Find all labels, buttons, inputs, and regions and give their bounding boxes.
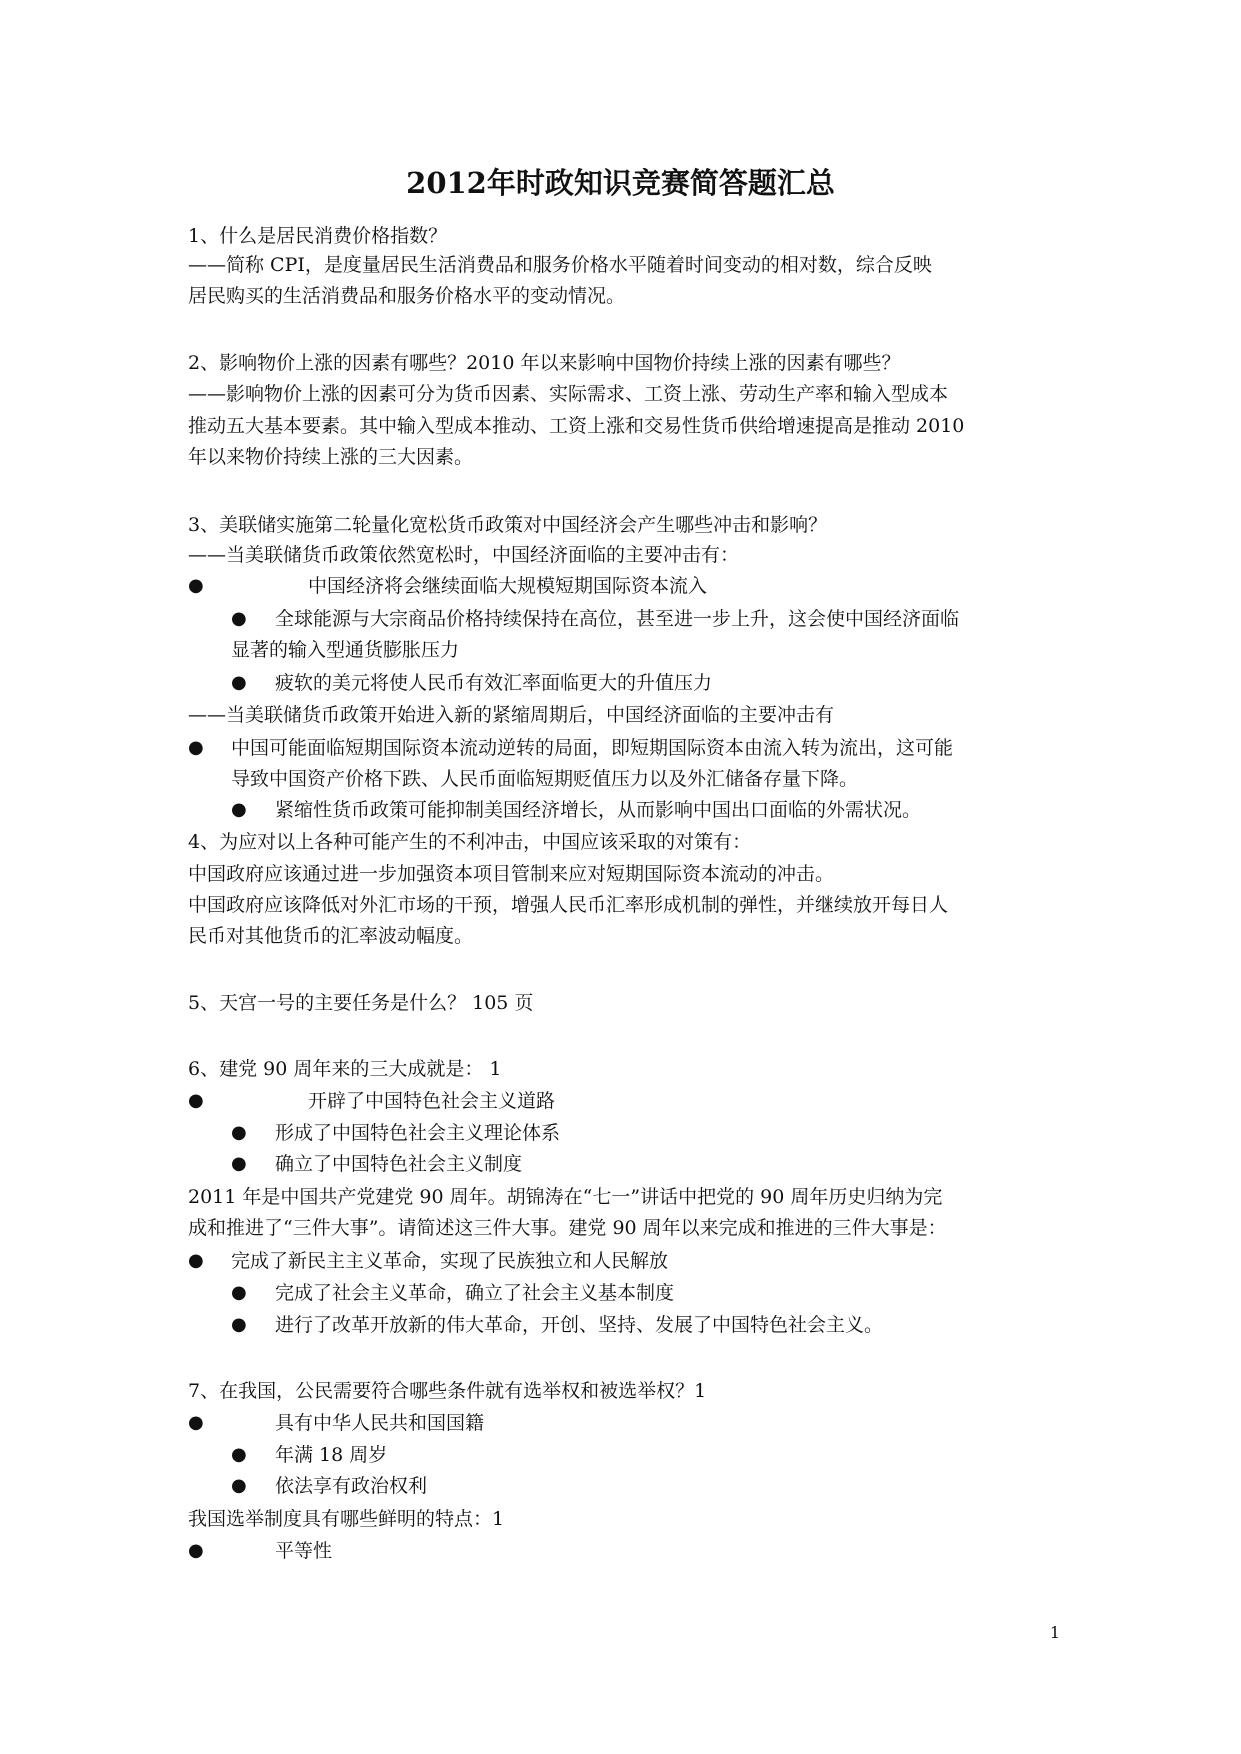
- answer-3-bullet-5: 紧缩性货币政策可能抑制美国经济增长，从而影响中国出口面临的外需状况。: [275, 799, 922, 821]
- answer-3-intro-2: ——当美联储货币政策开始进入新的紧缩周期后，中国经济面临的主要冲击有: [188, 704, 835, 726]
- answer-6-bullet-4: 完成了新民主主义革命，实现了民族独立和人民解放: [231, 1250, 669, 1272]
- bullet-icon: ●: [188, 737, 204, 758]
- bullet-icon: ●: [231, 1314, 247, 1335]
- bullet-icon: ●: [231, 608, 247, 629]
- question-5: 5、天宫一号的主要任务是什么？ 105 页: [188, 992, 534, 1014]
- answer-2-line-1: ——影响物价上涨的因素可分为货币因素、实际需求、工资上涨、劳动生产率和输入型成本: [188, 383, 949, 405]
- bullet-icon: ●: [231, 799, 247, 820]
- bullet-icon: ●: [231, 1475, 247, 1496]
- answer-4-line-1: 中国政府应该通过进一步加强资本项目管制来应对短期国际资本流动的冲击。: [188, 863, 835, 885]
- bullet-icon: ●: [231, 1122, 247, 1143]
- bullet-icon: ●: [231, 1153, 247, 1174]
- answer-3-bullet-4-line-1: 中国可能面临短期国际资本流动逆转的局面，即短期国际资本由流入转为流出，这可能: [231, 737, 954, 759]
- answer-1-line-2: 居民购买的生活消费品和服务价格水平的变动情况。: [188, 285, 626, 307]
- page-number: 1: [1049, 1623, 1061, 1642]
- answer-6-paragraph-line-1: 2011 年是中国共产党建党 90 周年。胡锦涛在“七一”讲话中把党的 90 周年历史归纳为完: [188, 1186, 943, 1208]
- answer-3-bullet-3: 疲软的美元将使人民币有效汇率面临更大的升值压力: [275, 672, 713, 694]
- answer-4-line-2: 中国政府应该降低对外汇市场的干预，增强人民币汇率形成机制的弹性，并继续放开每日人: [188, 894, 949, 916]
- answer-2-line-3: 年以来物价持续上涨的三大因素。: [188, 446, 474, 468]
- answer-6-bullet-5: 完成了社会主义革命，确立了社会主义基本制度: [275, 1282, 675, 1304]
- page-title: 2012年时政知识竞赛简答题汇总: [406, 166, 835, 200]
- question-1: 1、什么是居民消费价格指数？: [188, 225, 448, 247]
- answer-4-line-3: 民币对其他货币的汇率波动幅度。: [188, 925, 474, 947]
- question-3: 3、美联储实施第二轮量化宽松货币政策对中国经济会产生哪些冲击和影响？: [188, 514, 828, 536]
- question-7: 7、在我国，公民需要符合哪些条件就有选举权和被选举权？1: [188, 1380, 707, 1402]
- answer-7-bullet-1: 具有中华人民共和国国籍: [275, 1412, 485, 1434]
- answer-3-bullet-1: 中国经济将会继续面临大规模短期国际资本流入: [308, 575, 708, 597]
- question-2: 2、影响物价上涨的因素有哪些？2010 年以来影响中国物价持续上涨的因素有哪些？: [188, 352, 901, 374]
- answer-7-subquestion: 我国选举制度具有哪些鲜明的特点：1: [188, 1508, 505, 1530]
- bullet-icon: ●: [231, 1444, 247, 1465]
- answer-7-bullet-2: 年满 18 周岁: [275, 1444, 388, 1466]
- answer-7-bullet-4: 平等性: [275, 1540, 333, 1562]
- bullet-icon: ●: [231, 672, 247, 693]
- answer-6-paragraph-line-2: 成和推进了“三件大事”。请简述这三件大事。建党 90 周年以来完成和推进的三件大事是：: [188, 1217, 947, 1239]
- bullet-icon: ●: [188, 1250, 204, 1271]
- answer-6-bullet-1: 开辟了中国特色社会主义道路: [308, 1090, 556, 1112]
- question-4: 4、为应对以上各种可能产生的不利冲击，中国应该采取的对策有：: [188, 831, 752, 853]
- answer-7-bullet-3: 依法享有政治权利: [275, 1475, 428, 1497]
- answer-3-bullet-2-line-1: 全球能源与大宗商品价格持续保持在高位，甚至进一步上升，这会使中国经济面临: [275, 608, 960, 630]
- answer-3-intro-1: ——当美联储货币政策依然宽松时，中国经济面临的主要冲击有：: [188, 544, 740, 566]
- answer-1-line-1: ——简称 CPI，是度量居民生活消费品和服务价格水平随着时间变动的相对数，综合反映: [188, 254, 932, 276]
- bullet-icon: ●: [188, 1090, 204, 1111]
- question-6: 6、建党 90 周年来的三大成就是： 1: [188, 1058, 502, 1080]
- bullet-icon: ●: [188, 575, 204, 596]
- answer-6-bullet-2: 形成了中国特色社会主义理论体系: [275, 1122, 561, 1144]
- answer-6-bullet-6: 进行了改革开放新的伟大革命，开创、坚持、发展了中国特色社会主义。: [275, 1314, 884, 1336]
- answer-2-line-2: 推动五大基本要素。其中输入型成本推动、工资上涨和交易性货币供给增速提高是推动 2010: [188, 415, 965, 437]
- answer-6-bullet-3: 确立了中国特色社会主义制度: [275, 1153, 523, 1175]
- bullet-icon: ●: [188, 1540, 204, 1561]
- bullet-icon: ●: [231, 1282, 247, 1303]
- answer-3-bullet-2-line-2: 显著的输入型通货膨胀压力: [231, 639, 460, 661]
- bullet-icon: ●: [188, 1412, 204, 1433]
- answer-3-bullet-4-line-2: 导致中国资产价格下跌、人民币面临短期贬值压力以及外汇储备存量下降。: [231, 768, 859, 790]
